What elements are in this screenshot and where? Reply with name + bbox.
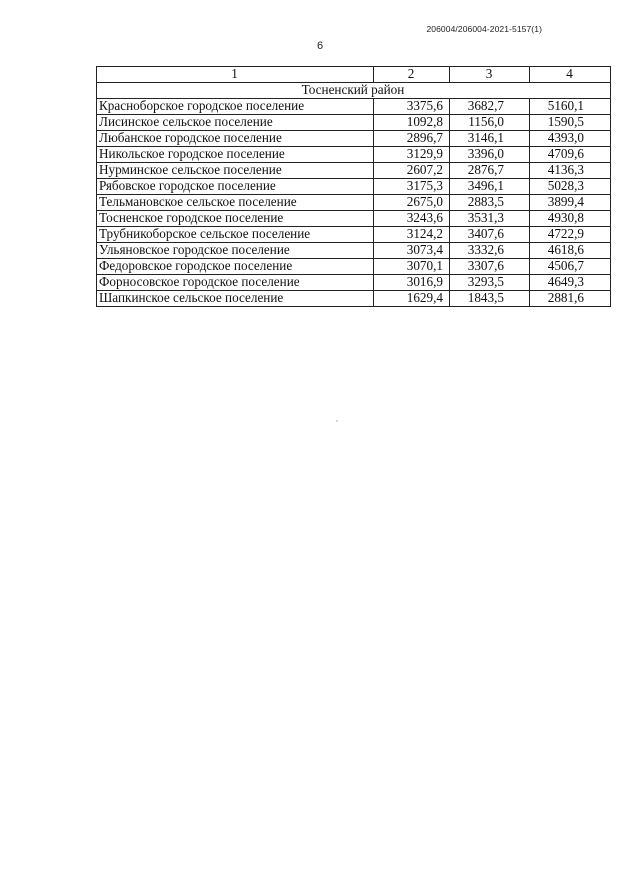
value-cell-col3: 3531,3 [450,211,530,227]
value-cell-col4: 5028,3 [530,179,611,195]
table-row [97,227,611,243]
value-cell-col2: 3129,9 [374,147,450,163]
settlement-name-cell: Никольское городское поселение [97,147,374,163]
settlement-name-cell: Федоровское городское поселение [97,259,374,275]
table-row [97,243,611,259]
value-cell-col3: 1156,0 [450,115,530,131]
value-cell-col4: 4709,6 [530,147,611,163]
value-cell-col3: 3496,1 [450,179,530,195]
table-row [97,147,611,163]
value-cell-col3: 3396,0 [450,147,530,163]
column-header-2: 2 [374,67,450,83]
value-cell-col4: 2881,6 [530,291,611,307]
settlement-name-cell: Шапкинское сельское поселение [97,291,374,307]
table-row [97,99,611,115]
settlement-name-cell: Ульяновское городское поселение [97,243,374,259]
settlement-name-cell: Тельмановское сельское поселение [97,195,374,211]
value-cell-col4: 4506,7 [530,259,611,275]
table-row [97,163,611,179]
column-header-1: 1 [97,67,374,83]
value-cell-col4: 4393,0 [530,131,611,147]
value-cell-col2: 1092,8 [374,115,450,131]
value-cell-col2: 2896,7 [374,131,450,147]
value-cell-col2: 3175,3 [374,179,450,195]
table-row [97,211,611,227]
section-title: Тосненский район [97,83,611,99]
settlement-name-cell: Лисинское сельское поселение [97,115,374,131]
value-cell-col4: 4930,8 [530,211,611,227]
settlements-table [96,66,611,307]
settlement-name-cell: Любанское городское поселение [97,131,374,147]
value-cell-col2: 3124,2 [374,227,450,243]
page-number: 6 [316,40,324,52]
settlement-name-cell: Красноборское городское поселение [97,99,374,115]
table-row [97,195,611,211]
table-row [97,179,611,195]
value-cell-col4: 5160,1 [530,99,611,115]
value-cell-col4: 1590,5 [530,115,611,131]
settlement-name-cell: Рябовское городское поселение [97,179,374,195]
settlement-name-cell: Нурминское сельское поселение [97,163,374,179]
value-cell-col4: 3899,4 [530,195,611,211]
value-cell-col2: 3070,1 [374,259,450,275]
value-cell-col2: 3016,9 [374,275,450,291]
settlement-name-cell: Трубникоборское сельское поселение [97,227,374,243]
value-cell-col3: 3682,7 [450,99,530,115]
table-row [97,131,611,147]
value-cell-col4: 4722,9 [530,227,611,243]
value-cell-col4: 4618,6 [530,243,611,259]
value-cell-col2: 3375,6 [374,99,450,115]
section-row [97,83,611,99]
settlement-name-cell: Тосненское городское поселение [97,211,374,227]
value-cell-col3: 2876,7 [450,163,530,179]
column-number-row [97,67,611,83]
settlement-name-cell: Форносовское городское поселение [97,275,374,291]
value-cell-col4: 4136,3 [530,163,611,179]
value-cell-col4: 4649,3 [530,275,611,291]
table-row [97,291,611,307]
value-cell-col2: 2607,2 [374,163,450,179]
value-cell-col2: 2675,0 [374,195,450,211]
value-cell-col2: 3243,6 [374,211,450,227]
value-cell-col2: 1629,4 [374,291,450,307]
value-cell-col3: 2883,5 [450,195,530,211]
value-cell-col3: 3307,6 [450,259,530,275]
value-cell-col3: 3146,1 [450,131,530,147]
column-header-4: 4 [530,67,611,83]
value-cell-col3: 1843,5 [450,291,530,307]
column-header-3: 3 [450,67,530,83]
value-cell-col2: 3073,4 [374,243,450,259]
table-row [97,115,611,131]
value-cell-col3: 3407,6 [450,227,530,243]
document-id: 206004/206004-2021-5157(1) [426,24,542,34]
table-row [97,275,611,291]
value-cell-col3: 3293,5 [450,275,530,291]
value-cell-col3: 3332,6 [450,243,530,259]
table-row [97,259,611,275]
scan-speck [336,420,338,422]
